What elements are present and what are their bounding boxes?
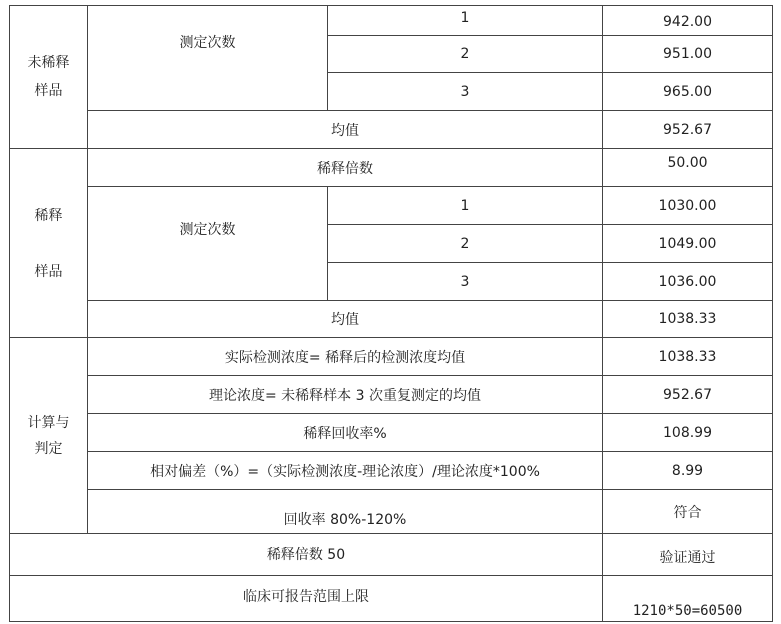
summary-label: 临床可报告范围上限: [10, 576, 603, 622]
section-label-diluted: [10, 149, 88, 338]
run-value: 1036.00: [603, 263, 773, 301]
run-number: 1: [328, 6, 603, 36]
calc-row-value: 1038.33: [603, 338, 773, 376]
run-value: 942.00: [603, 6, 773, 36]
run-number: 3: [328, 263, 603, 301]
section-label-undiluted: [10, 6, 88, 149]
run-number: 2: [328, 36, 603, 73]
run-value: 965.00: [603, 73, 773, 111]
summary-label: 稀释倍数 50: [10, 534, 603, 576]
summary-value: 验证通过: [603, 534, 773, 576]
undiluted-label-text: 未稀释样品: [27, 55, 70, 99]
run-number: 3: [328, 73, 603, 111]
calc-row-value: 952.67: [603, 376, 773, 414]
calc-row-value: 108.99: [603, 414, 773, 452]
mean-value: 952.67: [603, 111, 773, 149]
run-number: 2: [328, 225, 603, 263]
calc-row-label: 稀释回收率%: [88, 414, 603, 452]
dilution-factor-label: 稀释倍数: [88, 149, 603, 187]
run-number: 1: [328, 187, 603, 225]
mean-label: 均值: [88, 301, 603, 338]
diluted-label-line1: 稀释: [34, 208, 63, 224]
calc-label-text: 计算与判定: [27, 414, 70, 457]
calc-row-label: 理论浓度= 未稀释样本 3 次重复测定的均值: [88, 376, 603, 414]
measure-count-label: 测定次数: [88, 187, 328, 301]
section-label-calc: [10, 338, 88, 534]
calc-row-value: 符合: [603, 490, 773, 534]
run-value: 1030.00: [603, 187, 773, 225]
calc-row-label: 实际检测浓度= 稀释后的检测浓度均值: [88, 338, 603, 376]
run-value: 951.00: [603, 36, 773, 73]
calc-row-value: 8.99: [603, 452, 773, 490]
mean-label: 均值: [88, 111, 603, 149]
diluted-label-line2: 样品: [34, 264, 63, 280]
run-value: 1049.00: [603, 225, 773, 263]
dilution-verification-table: [9, 5, 773, 622]
measure-count-label: 测定次数: [88, 6, 328, 111]
mean-value: 1038.33: [603, 301, 773, 338]
summary-value: 1210*50=60500: [603, 576, 773, 622]
calc-row-label: 回收率 80%-120%: [88, 490, 603, 534]
dilution-factor-value: 50.00: [603, 149, 773, 187]
calc-row-label: 相对偏差（%）=（实际检测浓度-理论浓度）/理论浓度*100%: [88, 452, 603, 490]
